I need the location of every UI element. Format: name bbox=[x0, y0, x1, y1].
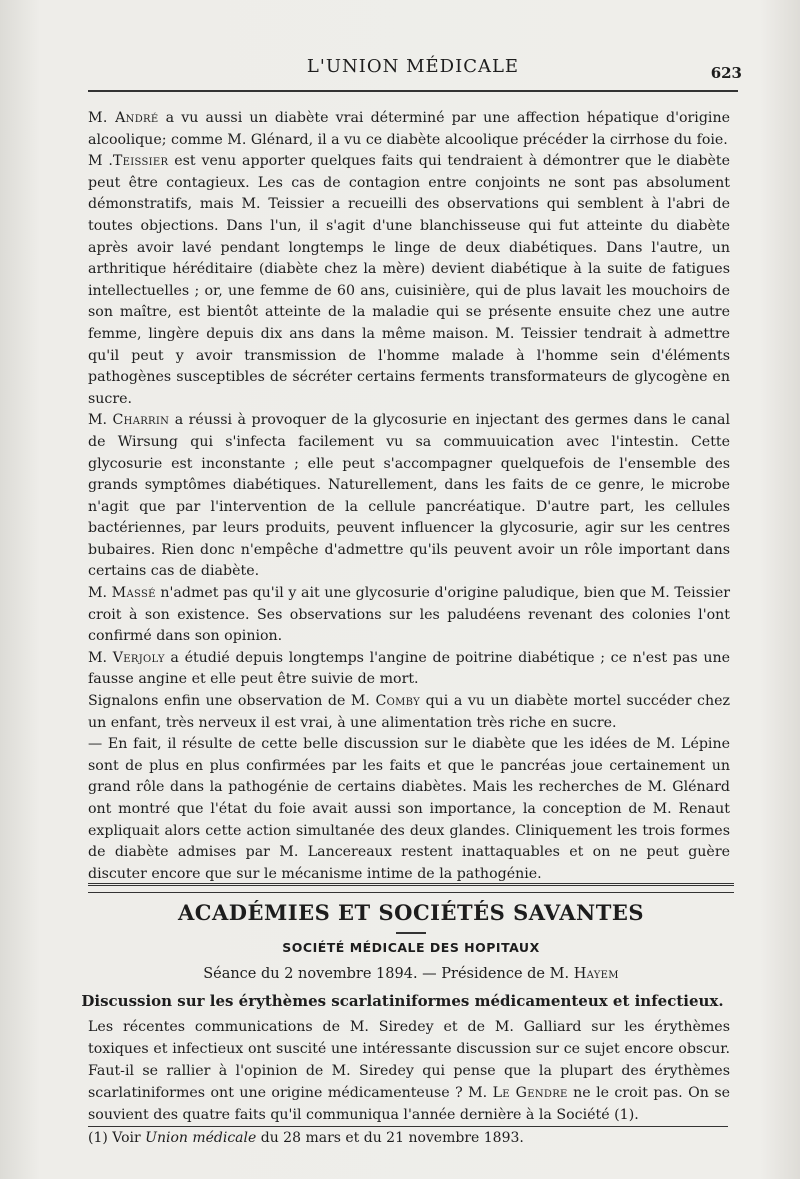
page-number: 623 bbox=[710, 64, 742, 82]
author-comby: Comby bbox=[375, 693, 421, 710]
paragraph-andre: M. André a vu aussi un diabète vrai déterminé par une affection hépatique d'origine alcoolique; comme M. Glénard, il a vu ce diabète alcoolique précéder la cirrhose du foie. bbox=[88, 110, 730, 148]
author-masse: Massé bbox=[111, 585, 156, 602]
paragraph-comby: Signalons enfin une observation de M. Comby qui a vu un diabète mortel succéder chez un enfant, très nerveux il est vrai, à une alimentation très riche en sucre. bbox=[88, 693, 730, 731]
paragraph-conclusion: — En fait, il résulte de cette belle discussion sur le diabète que les idées de M. Lépine sont de plus en plus confirmées par les faits et que le pancréas joue certainement un grand rôle dans la pathogénie de certains diabètes. Mais les recherches de M. Glénard ont montré que l'état du foie avait aussi son importance, la conception de M. Renaut expliquait alors cette action simultanée des deux glandes. Cliniquement les trois formes de diabète admises par M. Lancereaux restent inattaquables et on ne peut guère discuter encore que sur le mécanisme intime de la pathogénie. bbox=[88, 736, 730, 882]
author-verjoly: Verjoly bbox=[112, 649, 165, 666]
paragraph-masse: M. Massé n'admet pas qu'il y ait une glycosurie d'origine paludique, bien que M. Teissier croit à son existence. Ses observations sur les paludéens revenant des colonies l'ont confirmé dans son opinion. bbox=[88, 585, 731, 645]
section-body bbox=[88, 1016, 730, 1126]
author-andre: M. André bbox=[88, 110, 159, 126]
discussion-title: Discussion sur les érythèmes scarlatiniformes médicamenteux et infectieux. bbox=[81, 992, 724, 1010]
paragraph-verjoly: M. Verjoly a étudié depuis longtemps l'angine de poitrine diabétique ; ce n'est pas une fausse angine et elle peut être suivie de mort. bbox=[88, 649, 730, 688]
article-body bbox=[88, 108, 730, 885]
author-teissier: Teissier bbox=[112, 153, 169, 170]
president-name: Hayem bbox=[573, 966, 619, 982]
author-le-gendre: Le Gendre bbox=[492, 1085, 568, 1101]
paragraph-teissier: M .Teissier est venu apporter quelques faits qui tendraient à démontrer que le diabète peut être contagieux. Les cas de contagion entre conjoints ne sont pas absolument démonstratifs, mais M. Teissier a recueilli des observations qui semblent à l'abri de toutes objections. Dans l'un, il s'agit d'une blanchisseuse qui fut atteinte du diabète après avoir lavé pendant longtemps le linge de deux diabétiques. Dans l'autre, un arthritique héréditaire (diabète chez la mère) devient diabétique à la suite de fatigues intellectuelles ; or, une femme de 60 ans, cuisinière, qui de plus lavait les mouchoirs de son maître, est bientôt atteinte de la maladie qui se présente ensuite chez une autre femme, lingère depuis dix ans dans la même maison. M. Teissier tendrait à admettre qu'il peut y avoir transmission de l'homme malade à l'homme sein d'éléments pathogènes susceptibles de sécréter certains ferments transformateurs de glycogène en sucre. bbox=[88, 153, 731, 407]
section-title: ACADÉMIES ET SOCIÉTÉS SAVANTES bbox=[177, 900, 644, 925]
paragraph-erythemes: Les récentes communications de M. Siredey et de M. Galliard sur les érythèmes toxiques et infectieux ont suscité une intéressante discussion sur ce sujet encore obscur. Faut-il se rallier à l'opinion de M. Siredey qui pense que la plupart des érythèmes scarlatiniformes ont une origine médicamenteuse ? M. Le Gendre ne le croit pas. On se souvient des quatre faits qu'il communiqua l'année dernière à la Société (1). bbox=[88, 1019, 731, 1123]
title-short-rule bbox=[396, 932, 426, 934]
header-rule bbox=[88, 90, 738, 92]
footnote: (1) Voir Union médicale du 28 mars et du 21 novembre 1893. bbox=[88, 1130, 524, 1146]
page-header bbox=[88, 52, 742, 92]
running-title: L'UNION MÉDICALE bbox=[306, 56, 520, 77]
paragraph-charrin: M. Charrin a réussi à provoquer de la glycosurie en injectant des germes dans le canal de Wirsung qui s'infecta facilement vu sa commuuication avec l'intestin. Cette glycosurie est inconstante ; elle peut s'accompagner quelquefois de l'ensemble des grands symptômes diabétiques. Naturellement, dans les faits de ce genre, le microbe n'agit que par l'intervention de la cellule pancréatique. D'autre part, les cellules bactériennes, par leurs produits, peuvent influencer la glycosurie, agir sur les centres bubaires. Rien donc n'empêche d'admettre qu'ils peuvent avoir un rôle important dans certains cas de diabète. bbox=[88, 412, 730, 580]
section-rule bbox=[88, 892, 734, 893]
seance-line: Séance du 2 novembre 1894. — Présidence de M. Hayem bbox=[203, 966, 619, 982]
society-name: SOCIÉTÉ MÉDICALE DES HOPITAUX bbox=[282, 940, 540, 955]
author-charrin: Charrin bbox=[112, 412, 170, 429]
footnote-rule bbox=[88, 1126, 728, 1127]
footnote-journal: Union médicale bbox=[145, 1130, 257, 1146]
section-double-rule bbox=[88, 883, 734, 890]
